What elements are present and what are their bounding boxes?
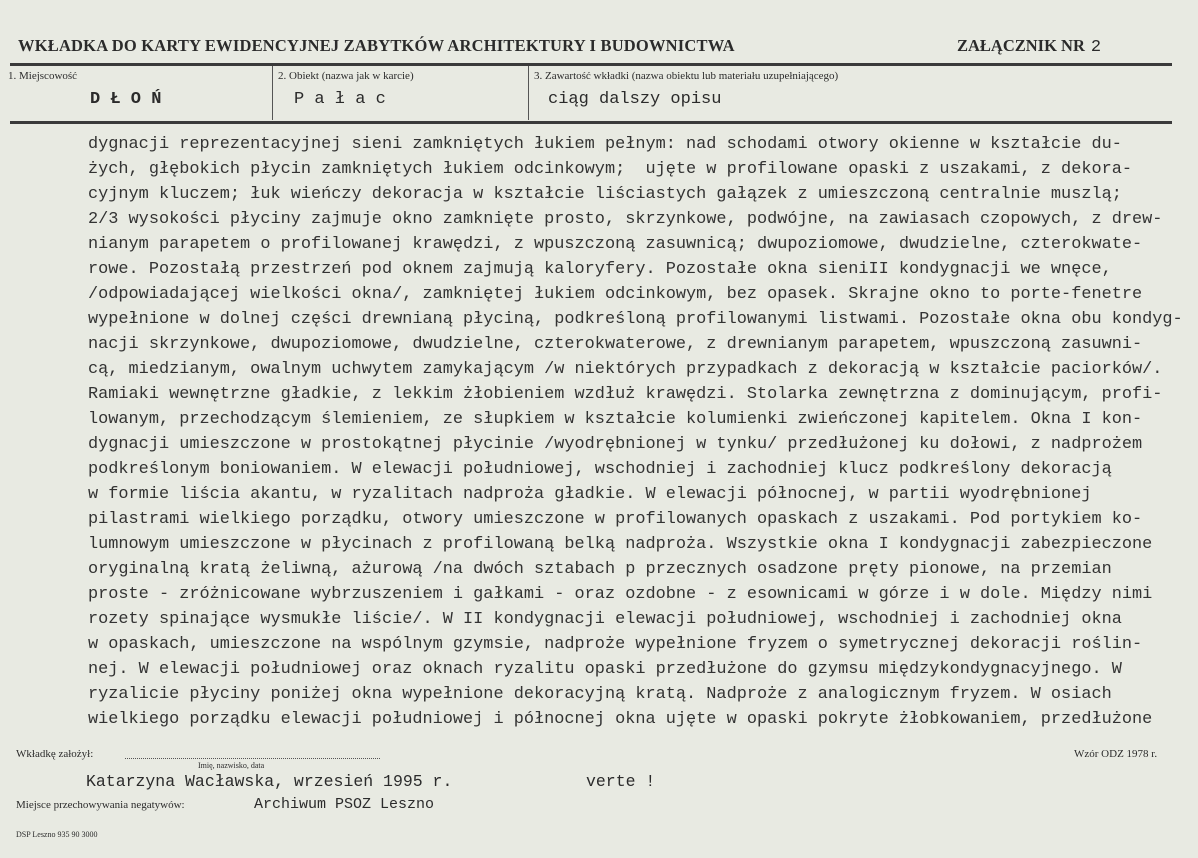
author-label: Wkładkę założył: <box>16 748 94 760</box>
text-line: w opaskach, umieszczone na wspólnym gzymsie, nadproże wypełnione fryzem o symetrycznej dekoracji roślin- <box>88 635 1143 654</box>
printer-info: DSP Leszno 935 90 3000 <box>16 830 98 839</box>
text-line: nej. W elewacji południowej oraz oknach ryzalitu opaski przedłużone do gzymsu międzykondygnacyjnego. W <box>88 660 1122 679</box>
text-line: Ramiaki wewnętrzne gładkie, z lekkim żłobieniem wzdłuż krawędzi. Stolarka zewnętrzna z dominującym, profi- <box>88 385 1163 404</box>
text-line: lowanym, przechodzącym ślemieniem, ze słupkiem w kształcie kolumienki zwieńczonej kapitelem. Okna I kon- <box>88 410 1143 429</box>
object-label: 2. Obiekt (nazwa jak w karcie) <box>278 70 414 82</box>
text-line: cą, miedzianym, owalnym uchwytem zamykającym /w niektórych przypadkach z dekoracją w kształcie paciorków/. <box>88 360 1163 379</box>
text-line: w formie liścia akantu, w ryzalitach nadproża gładkie. W elewacji północnej, w partii wyodrębnionej <box>88 485 1092 504</box>
form-title: WKŁADKA DO KARTY EWIDENCYJNEJ ZABYTKÓW ARCHITEKTURY I BUDOWNICTWA <box>18 36 735 55</box>
text-line: ryzalicie płyciny poniżej okna wypełnione dekoracyjną kratą. Nadproże z analogicznym fryzem. W osiach <box>88 685 1112 704</box>
verte-note: verte ! <box>586 772 656 791</box>
negatives-label: Miejsce przechowywania negatywów: <box>16 799 185 811</box>
locality-value: D Ł O Ń <box>90 90 162 109</box>
fields-divider <box>10 121 1172 124</box>
text-line: żych, głębokich płycin zamkniętych łukiem odcinkowym; ujęte w profilowane opaski z uszakami, z dekora- <box>88 160 1133 179</box>
text-line: proste - zróżnicowane wybrzuszeniem i gałkami - oraz ozdobne - z esownicami w górze i w dole. Między nimi <box>88 585 1153 604</box>
text-line: wielkiego porządku elewacji południowej i północnej okna ujęte w opaski pokryte żłobkowaniem, przedłużone <box>88 710 1153 729</box>
locality-label: 1. Miejscowość <box>8 70 78 82</box>
description-text <box>88 132 1183 732</box>
author-value: Katarzyna Wacławska, wrzesień 1995 r. <box>86 772 453 791</box>
text-line: pilastrami wielkiego porządku, otwory umieszczone w profilowanych opaskach z uszakami. Pod portykiem ko- <box>88 510 1143 529</box>
annex-number <box>957 36 1101 57</box>
text-line: cyjnym kluczem; łuk wieńczy dekoracja w kształcie liściastych gałązek z umieszczoną centralnie muszlą; <box>88 185 1122 204</box>
text-line: rozety spinające wysmukłe liście/. W II kondygnacji elewacji południowej, wschodniej i zachodniej okna <box>88 610 1122 629</box>
text-line: dygnacji umieszczone w prostokątnej płycinie /wyodrębnionej w tynku/ przedłużonej ku dołowi, z nadprożem <box>88 435 1143 454</box>
text-line: /odpowiadającej wielkości okna/, zamkniętej łukiem odcinkowym, bez opasek. Skrajne okno to porte-fenetre <box>88 285 1143 304</box>
text-line: rowe. Pozostałą przestrzeń pod oknem zajmują kaloryfery. Pozostałe okna sieniII kondygnacji we wnęce, <box>88 260 1112 279</box>
header-divider <box>10 63 1172 66</box>
annex-number-value: 2 <box>1090 38 1102 57</box>
negatives-value: Archiwum PSOZ Leszno <box>254 796 435 813</box>
object-value: P a ł a c <box>294 90 386 109</box>
text-line: oryginalną kratą żeliwną, ażurową /na dwóch sztabach p przecznych osadzone pręty pionowe, na przemian <box>88 560 1112 579</box>
field-divider <box>272 66 273 120</box>
field-divider <box>528 66 529 120</box>
text-line: nacji skrzynkowe, dwupoziomowe, dwudzielne, czterokwaterowe, z drewnianym parapetem, wpuszczoną zasuwni- <box>88 335 1143 354</box>
text-line: lumnowym umieszczone w płycinach z profilowaną belką nadproża. Wszystkie okna I kondygnacji zabezpieczone <box>88 535 1153 554</box>
form-model: Wzór ODZ 1978 r. <box>1074 748 1158 760</box>
text-line: wypełnione w dolnej części drewnianą płyciną, podkreśloną profilowanymi listwami. Pozostałe okna obu kondyg- <box>88 310 1183 329</box>
author-line <box>125 758 380 759</box>
text-line: 2/3 wysokości płyciny zajmuje okno zamknięte prosto, skrzynkowe, podwójne, na zawiasach czopowych, z drew- <box>88 210 1163 229</box>
author-sublabel: Imię, nazwisko, data <box>198 761 265 770</box>
content-label: 3. Zawartość wkładki (nazwa obiektu lub materiału uzupełniającego) <box>534 70 839 82</box>
content-value: ciąg dalszy opisu <box>548 90 722 109</box>
text-line: podkreślonym boniowaniem. W elewacji południowej, wschodniej i zachodniej klucz podkreślony dekoracją <box>88 460 1112 479</box>
text-line: nianym parapetem o profilowanej krawędzi, z wpuszczoną zasuwnicą; dwupoziomowe, dwudzielne, czterokwate- <box>88 235 1143 254</box>
text-line: dygnacji reprezentacyjnej sieni zamkniętych łukiem pełnym: nad schodami otwory okienne w kształcie du- <box>88 135 1122 154</box>
annex-label: ZAŁĄCZNIK NR <box>957 36 1085 55</box>
